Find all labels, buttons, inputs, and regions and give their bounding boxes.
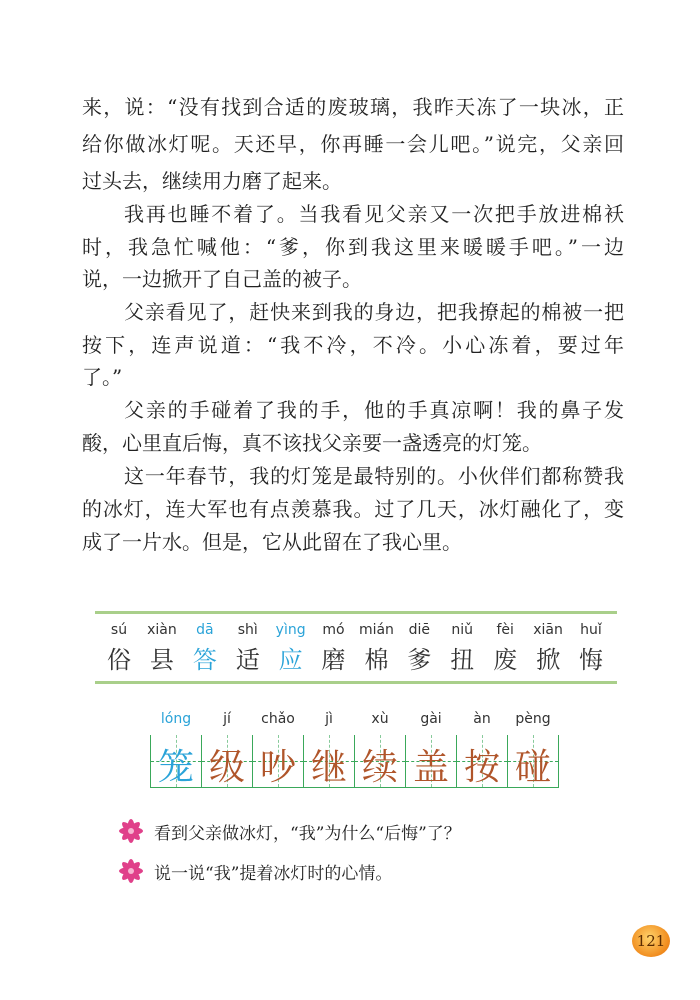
grid-cell (150, 711, 201, 788)
writing-grid (150, 711, 559, 788)
hanzi: 俗 (107, 646, 131, 674)
text-line: 按下，连声说道：“我不冷，不冷。小心冻着，要过年 (82, 333, 624, 357)
hanzi: 爹 (407, 646, 432, 674)
hanzi: 级 (208, 747, 245, 788)
char-item (142, 622, 182, 675)
hanzi: 吵 (259, 747, 296, 788)
pinyin: huǐ (580, 622, 602, 638)
pinyin: xiān (533, 622, 563, 638)
pinyin: jì (325, 711, 333, 727)
grid-cell (507, 711, 559, 788)
divider-top (95, 611, 617, 614)
pinyin: yìng (275, 622, 306, 638)
hanzi: 棉 (364, 646, 389, 674)
char-item (485, 622, 525, 675)
question-1 (118, 818, 461, 844)
pinyin: diē (408, 622, 431, 638)
char-item (356, 622, 396, 675)
pinyin: jí (223, 711, 231, 727)
recognize-chars-row (95, 622, 615, 675)
pinyin: àn (473, 711, 491, 727)
flower-icon (118, 818, 144, 844)
text-line: 酸，心里直后悔，真不该找父亲要一盏透亮的灯笼。 (82, 431, 542, 455)
pinyin: chǎo (261, 711, 295, 727)
grid-cell (405, 711, 456, 788)
hanzi: 盖 (412, 747, 449, 788)
question-text: 说一说“我”提着冰灯时的心情。 (154, 863, 393, 884)
hanzi: 悔 (578, 646, 603, 674)
hanzi: 答 (192, 646, 217, 674)
char-item (528, 622, 568, 675)
text-line: 成了一片水。但是，它从此留在了我心里。 (82, 530, 462, 554)
flower-icon (118, 858, 144, 884)
hanzi: 续 (361, 747, 398, 788)
text-line: 我再也睡不着了。当我看见父亲又一次把手放进棉袄 (124, 202, 624, 226)
hanzi: 应 (278, 646, 303, 674)
pinyin: pèng (515, 711, 551, 727)
pinyin: xù (371, 711, 389, 727)
char-item (571, 622, 611, 675)
char-item (271, 622, 311, 675)
hanzi: 废 (493, 646, 518, 674)
pinyin: mó (322, 622, 345, 638)
pinyin: mián (358, 622, 394, 638)
char-item (314, 622, 354, 675)
char-item (228, 622, 268, 675)
text-line: 时，我急忙喊他：“爹，你到我这里来暖暖手吧。”一边 (82, 235, 624, 259)
pinyin: shì (237, 622, 258, 638)
hanzi: 适 (235, 646, 260, 674)
hanzi: 按 (463, 747, 500, 788)
pinyin: xiàn (147, 622, 177, 638)
text-line: 父亲的手碰着了我的手，他的手真凉啊！我的鼻子发 (124, 398, 624, 422)
hanzi: 掀 (536, 646, 561, 674)
text-line: 说，一边掀开了自己盖的被子。 (82, 267, 362, 291)
hanzi: 县 (149, 646, 174, 674)
grid-cell (252, 711, 303, 788)
char-item (185, 622, 225, 675)
pinyin: lóng (160, 711, 192, 727)
hanzi: 碰 (514, 747, 551, 788)
hanzi: 笼 (157, 747, 194, 788)
text-line: 来，说：“没有找到合适的废玻璃，我昨天冻了一块冰，正 (82, 95, 624, 119)
text-line: 了。” (82, 365, 123, 389)
text-line: 的冰灯，连大军也有点羡慕我。过了几天，冰灯融化了，变 (82, 497, 624, 521)
divider-bottom (95, 681, 617, 684)
hanzi: 磨 (321, 646, 346, 674)
pinyin: dā (196, 622, 214, 638)
hanzi: 扭 (450, 646, 475, 674)
pinyin: fèi (496, 622, 514, 638)
hanzi: 继 (310, 747, 347, 788)
text-line: 给你做冰灯呢。天还早，你再睡一会儿吧。”说完，父亲回 (82, 132, 624, 156)
grid-cell (456, 711, 507, 788)
text-line: 父亲看见了，赶快来到我的身边，把我撩起的棉被一把 (124, 300, 624, 324)
text-line: 这一年春节，我的灯笼是最特别的。小伙伴们都称赞我 (124, 464, 624, 488)
question-text: 看到父亲做冰灯，“我”为什么“后悔”了？ (154, 823, 461, 844)
grid-cell (201, 711, 252, 788)
page-number: 121 (632, 925, 670, 957)
question-2 (118, 858, 392, 884)
char-item (99, 622, 139, 675)
grid-cell (303, 711, 354, 788)
pinyin: gài (420, 711, 442, 727)
char-item (442, 622, 482, 675)
grid-cell (354, 711, 405, 788)
pinyin: niǔ (451, 622, 474, 638)
char-item (399, 622, 439, 675)
pinyin: sú (110, 622, 128, 638)
text-line: 过头去，继续用力磨了起来。 (82, 169, 342, 193)
